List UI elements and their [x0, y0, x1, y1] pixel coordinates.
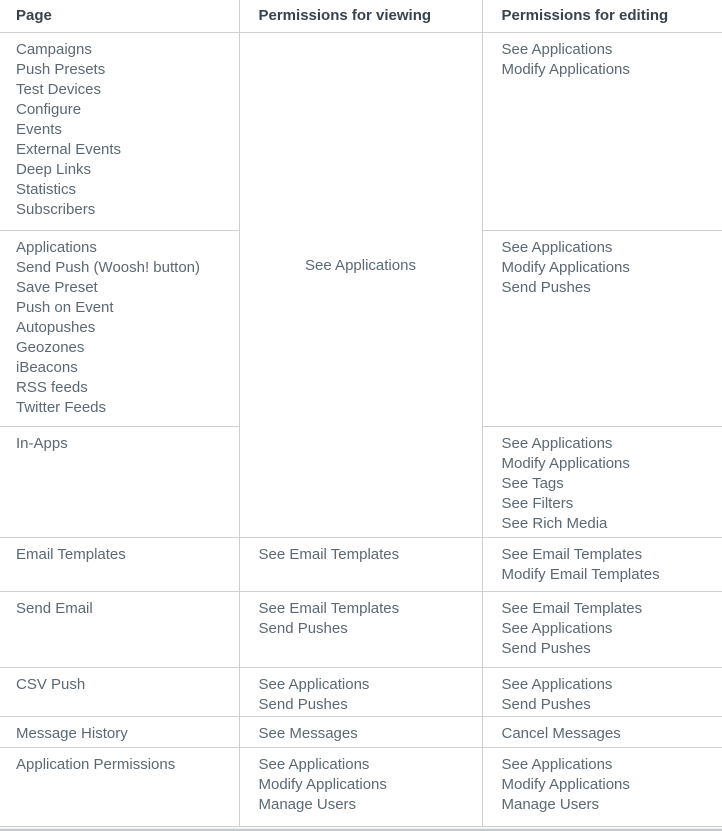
next-section-edge: [0, 826, 722, 831]
page-name: Statistics: [16, 181, 77, 198]
page-name: Events: [16, 121, 62, 138]
page-name: Test Devices: [16, 81, 102, 98]
page-name: Twitter Feeds: [16, 399, 107, 416]
editing-cell: [482, 668, 722, 717]
page-cell: [0, 717, 239, 748]
page-cell: [0, 427, 239, 538]
editing-cell: [482, 592, 722, 668]
page-name: In-Apps: [16, 435, 68, 452]
page-cell: [0, 538, 239, 592]
page-name: CSV Push: [16, 676, 86, 693]
permission-item: See Applications: [501, 239, 613, 256]
permission-item: See Applications: [258, 756, 370, 773]
permission-item: See Applications: [501, 41, 613, 58]
page-cell: [0, 33, 239, 231]
permission-item: See Email Templates: [258, 546, 400, 563]
permission-item: Manage Users: [258, 796, 357, 813]
permission-item: Send Pushes: [258, 696, 348, 713]
page-cell: [0, 592, 239, 668]
viewing-cell: [239, 592, 482, 668]
page-name: External Events: [16, 141, 122, 158]
page-name: Autopushes: [16, 319, 96, 336]
page-name: Push on Event: [16, 299, 114, 316]
page-name: Subscribers: [16, 201, 96, 218]
permission-item: Modify Applications: [258, 776, 387, 793]
page-name: Deep Links: [16, 161, 92, 178]
permission-item: See Applications: [501, 435, 613, 452]
table-row-application-permissions: [0, 748, 722, 826]
page-name: Message History: [16, 725, 128, 742]
page-name: Send Push (Woosh! button): [16, 259, 200, 276]
permission-item: Manage Users: [501, 796, 600, 813]
page-name: Geozones: [16, 339, 85, 356]
permission-item: See Applications: [501, 756, 613, 773]
viewing-cell-rowspan: [239, 33, 482, 538]
viewing-cell: [239, 668, 482, 717]
permission-item: See Applications: [501, 620, 613, 637]
viewing-cell: [239, 748, 482, 826]
editing-cell: [482, 427, 722, 538]
permission-item: Modify Applications: [501, 455, 630, 472]
editing-cell: [482, 33, 722, 231]
page-name: Applications: [16, 239, 97, 256]
permission-item: See Applications: [258, 676, 370, 693]
editing-cell: [482, 231, 722, 427]
page-name: Push Presets: [16, 61, 106, 78]
editing-cell: [482, 717, 722, 748]
table-row-message-history: [0, 717, 722, 748]
table-row-email-templates: [0, 538, 722, 592]
editing-cell: [482, 538, 722, 592]
permission-item: See Email Templates: [501, 600, 643, 617]
page-name: RSS feeds: [16, 379, 88, 396]
permission-item: See Email Templates: [501, 546, 643, 563]
page-name: Campaigns: [16, 41, 92, 58]
permission-item: Send Pushes: [258, 620, 348, 637]
editing-cell: [482, 748, 722, 826]
permission-item: Modify Applications: [501, 776, 630, 793]
permission-item: Cancel Messages: [501, 725, 621, 742]
page-name: Send Email: [16, 600, 93, 617]
permission-item: Modify Email Templates: [501, 566, 660, 583]
permission-item: See Applications: [501, 676, 613, 693]
viewing-cell: [239, 717, 482, 748]
table-row-send-email: [0, 592, 722, 668]
page-name: iBeacons: [16, 359, 78, 376]
permission-item: Send Pushes: [501, 696, 591, 713]
header-permissions-viewing: Permissions for viewing: [239, 0, 482, 33]
page-name: Email Templates: [16, 546, 126, 563]
header-page: Page: [0, 0, 239, 33]
page-cell: [0, 231, 239, 427]
page-cell: [0, 748, 239, 826]
page-cell: [0, 668, 239, 717]
permission-item: Modify Applications: [501, 61, 630, 78]
permission-item: See Tags: [501, 475, 564, 492]
permission-item: Send Pushes: [501, 640, 591, 657]
page-name: Save Preset: [16, 279, 98, 296]
permission-item: Modify Applications: [501, 259, 630, 276]
page-name: Application Permissions: [16, 756, 176, 773]
permission-item: Send Pushes: [501, 279, 591, 296]
permission-item: See Messages: [258, 725, 358, 742]
permission-item: See Applications: [305, 257, 416, 274]
viewing-cell: [239, 538, 482, 592]
page-name: Configure: [16, 101, 82, 118]
permission-item: See Email Templates: [258, 600, 400, 617]
header-permissions-editing: Permissions for editing: [482, 0, 722, 33]
header-row: [0, 0, 722, 33]
table-row-campaigns-group: [0, 33, 722, 231]
permission-item: See Rich Media: [501, 515, 608, 532]
table-row-csv-push: [0, 668, 722, 717]
permission-item: See Filters: [501, 495, 574, 512]
